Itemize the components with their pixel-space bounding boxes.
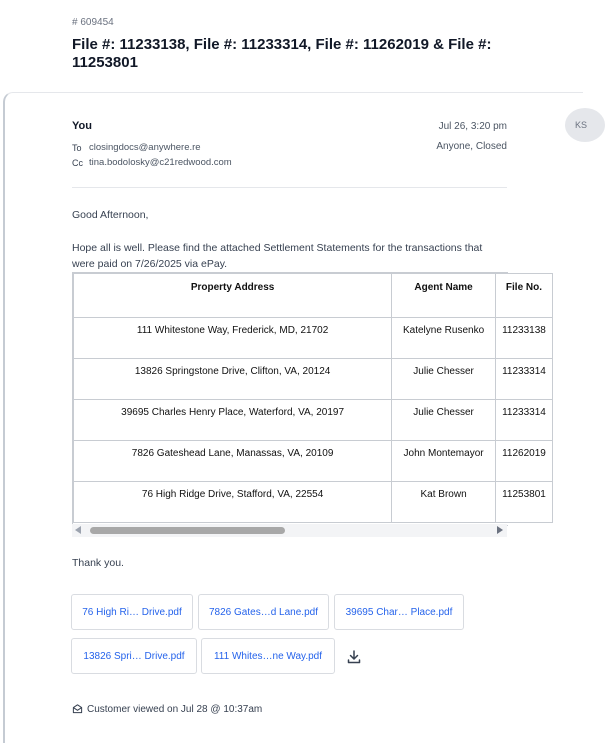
page-title: File #: 11233138, File #: 11233314, File #: 11262019 & File #: 11253801 xyxy=(72,36,492,71)
attachment-13826-springstone[interactable]: 13826 Spri… Drive.pdf xyxy=(71,638,197,674)
customer-viewed-text: Customer viewed on Jul 28 @ 10:37am xyxy=(87,704,263,715)
header-file-no xyxy=(495,274,552,318)
sender-name: You xyxy=(72,120,92,132)
cell-agent: Julie Chesser xyxy=(392,359,496,400)
table-header-row xyxy=(74,274,553,318)
closing-text: Thank you. xyxy=(72,557,124,569)
cell-agent: Julie Chesser xyxy=(392,400,496,441)
cell-address: 76 High Ridge Drive, Stafford, VA, 22554 xyxy=(74,482,392,523)
table-row xyxy=(74,359,553,400)
header-agent-name: Agent Name xyxy=(392,274,496,318)
cell-file-no: 11233314 xyxy=(495,400,552,441)
header-divider xyxy=(72,187,507,188)
cc-address: tina.bodolosky@c21redwood.com xyxy=(89,157,232,168)
greeting-text: Good Afternoon, xyxy=(72,209,149,221)
to-label: To xyxy=(72,143,82,153)
cell-address: 111 Whitestone Way, Frederick, MD, 21702 xyxy=(74,318,392,359)
cell-address: 39695 Charles Henry Place, Waterford, VA, 20197 xyxy=(74,400,392,441)
mail-open-icon xyxy=(72,703,83,714)
intro-text: Hope all is well. Please find the attached Settlement Statements for the transactions that were paid on 7/26/2025 via ePay. xyxy=(72,242,483,270)
message-date: Jul 26, 3:20 pm xyxy=(438,121,507,132)
avatar[interactable]: KS xyxy=(565,108,605,142)
cc-label: Cc xyxy=(72,158,83,168)
transactions-table-container[interactable] xyxy=(72,272,546,526)
cell-file-no: 11233138 xyxy=(495,318,552,359)
cell-file-no: 11233314 xyxy=(495,359,552,400)
attachment-7826-gateshead[interactable]: 7826 Gates…d Lane.pdf xyxy=(198,594,329,630)
attachment-111-whitestone[interactable]: 111 Whites…ne Way.pdf xyxy=(201,638,335,674)
cell-agent: Kat Brown xyxy=(392,482,496,523)
cell-address: 7826 Gateshead Lane, Manassas, VA, 20109 xyxy=(74,441,392,482)
table-horizontal-scrollbar[interactable] xyxy=(72,524,507,537)
cell-file-no: 11253801 xyxy=(495,482,552,523)
cell-address: 13826 Springstone Drive, Clifton, VA, 20124 xyxy=(74,359,392,400)
arrow-right-icon[interactable] xyxy=(497,526,503,534)
table-row xyxy=(74,482,553,523)
header-property-address: Property Address xyxy=(74,274,392,318)
attachment-39695-charles-henry[interactable]: 39695 Char… Place.pdf xyxy=(334,594,464,630)
cell-file-no: 11262019 xyxy=(495,441,552,482)
customer-viewed-status xyxy=(72,703,262,715)
arrow-left-icon[interactable] xyxy=(75,526,81,534)
ticket-header xyxy=(0,0,585,90)
scrollbar-thumb[interactable] xyxy=(90,527,285,534)
download-icon[interactable] xyxy=(346,649,362,665)
attachment-76-high-ridge[interactable]: 76 High Ri… Drive.pdf xyxy=(71,594,193,630)
table-row xyxy=(74,318,553,359)
cell-agent: John Montemayor xyxy=(392,441,496,482)
table-row xyxy=(74,400,553,441)
cell-agent: Katelyne Rusenko xyxy=(392,318,496,359)
to-address: closingdocs@anywhere.re xyxy=(89,142,201,153)
header-file-no-label: File No. xyxy=(505,282,543,293)
message-visibility-status: Anyone, Closed xyxy=(436,141,507,152)
ticket-id: # 609454 xyxy=(72,17,114,28)
transactions-table xyxy=(73,273,553,523)
table-row xyxy=(74,441,553,482)
